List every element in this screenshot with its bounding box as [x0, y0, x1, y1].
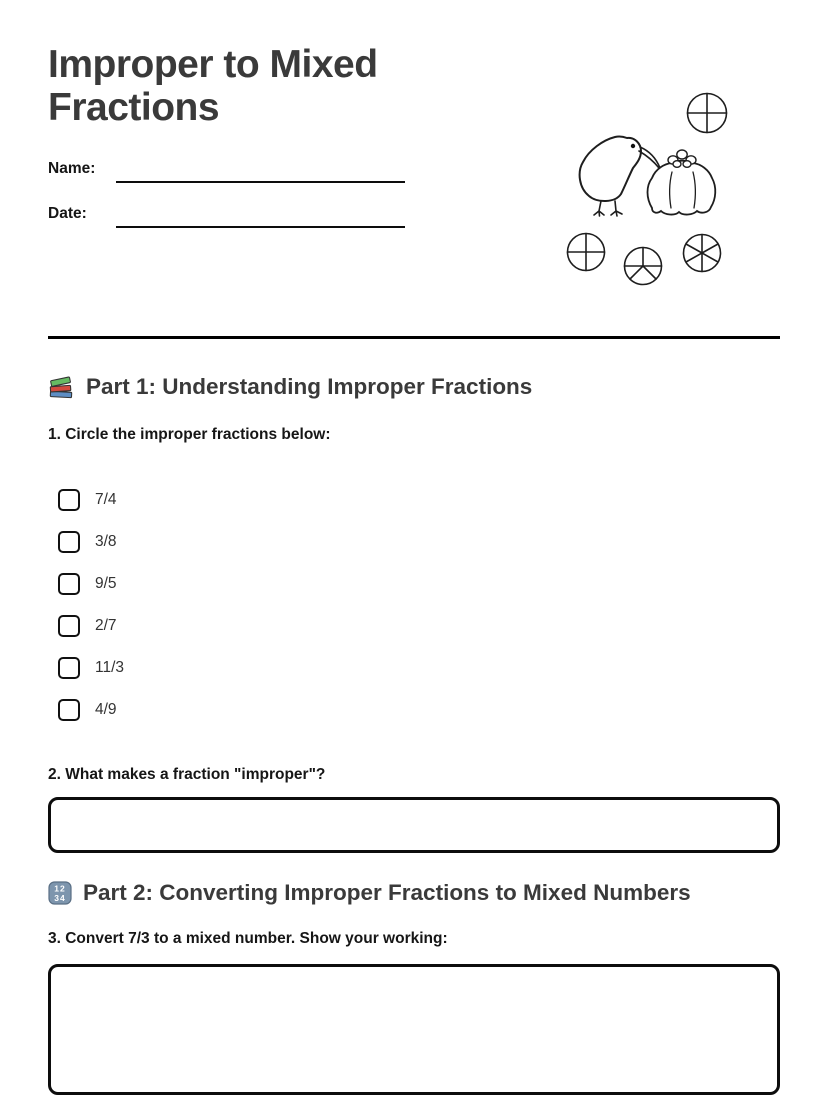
fraction-checklist — [48, 488, 780, 721]
question-2-answer-box[interactable] — [48, 797, 780, 853]
list-item — [58, 488, 780, 511]
question-1-label: 1. Circle the improper fractions below: — [48, 426, 331, 443]
fraction-circle-fifths — [625, 248, 662, 285]
date-write-line[interactable] — [116, 226, 405, 228]
part2-heading — [48, 880, 780, 906]
fraction-option-label: 7/4 — [95, 490, 117, 508]
list-item — [58, 656, 780, 679]
fraction-option-label: 11/3 — [95, 658, 125, 676]
fraction-checkbox-7-4[interactable] — [58, 489, 80, 511]
kiwi-pavlova-illustration — [553, 80, 743, 295]
page-title: Improper to Mixed Fractions — [48, 43, 378, 129]
numbers-icon — [48, 881, 72, 905]
question-3-answer-box[interactable] — [48, 964, 780, 1095]
fraction-option-label: 4/9 — [95, 700, 117, 718]
part1-heading — [48, 373, 780, 400]
list-item — [58, 572, 780, 595]
date-label: Date: — [48, 205, 87, 222]
part1-heading-text: Part 1: Understanding Improper Fractions — [86, 373, 533, 399]
fraction-checkbox-2-7[interactable] — [58, 615, 80, 637]
fraction-circle-quarters-bottom — [568, 234, 605, 271]
fraction-checkbox-9-5[interactable] — [58, 573, 80, 595]
fraction-circle-quarters-top — [688, 94, 727, 133]
pavlova-drawing — [648, 150, 716, 215]
name-write-line[interactable] — [116, 181, 405, 183]
list-item — [58, 614, 780, 637]
list-item — [58, 698, 780, 721]
name-label: Name: — [48, 160, 96, 177]
question-2-label: 2. What makes a fraction "improper"? — [48, 766, 326, 783]
fraction-circle-sixths — [684, 235, 721, 272]
fraction-option-label: 3/8 — [95, 532, 117, 550]
question-3-label: 3. Convert 7/3 to a mixed number. Show your working: — [48, 930, 448, 947]
list-item — [58, 530, 780, 553]
fraction-option-label: 2/7 — [95, 616, 117, 634]
books-icon — [48, 373, 75, 400]
kiwi-bird-drawing — [580, 136, 660, 216]
fraction-checkbox-3-8[interactable] — [58, 531, 80, 553]
fraction-checkbox-11-3[interactable] — [58, 657, 80, 679]
fraction-checkbox-4-9[interactable] — [58, 699, 80, 721]
numbers-icon-digits-top: 12 — [54, 883, 66, 894]
fraction-option-label: 9/5 — [95, 574, 117, 592]
numbers-icon-digits-bottom: 34 — [54, 893, 66, 903]
part2-heading-text: Part 2: Converting Improper Fractions to Mixed Numbers — [83, 880, 691, 905]
worksheet-body — [48, 339, 780, 1095]
